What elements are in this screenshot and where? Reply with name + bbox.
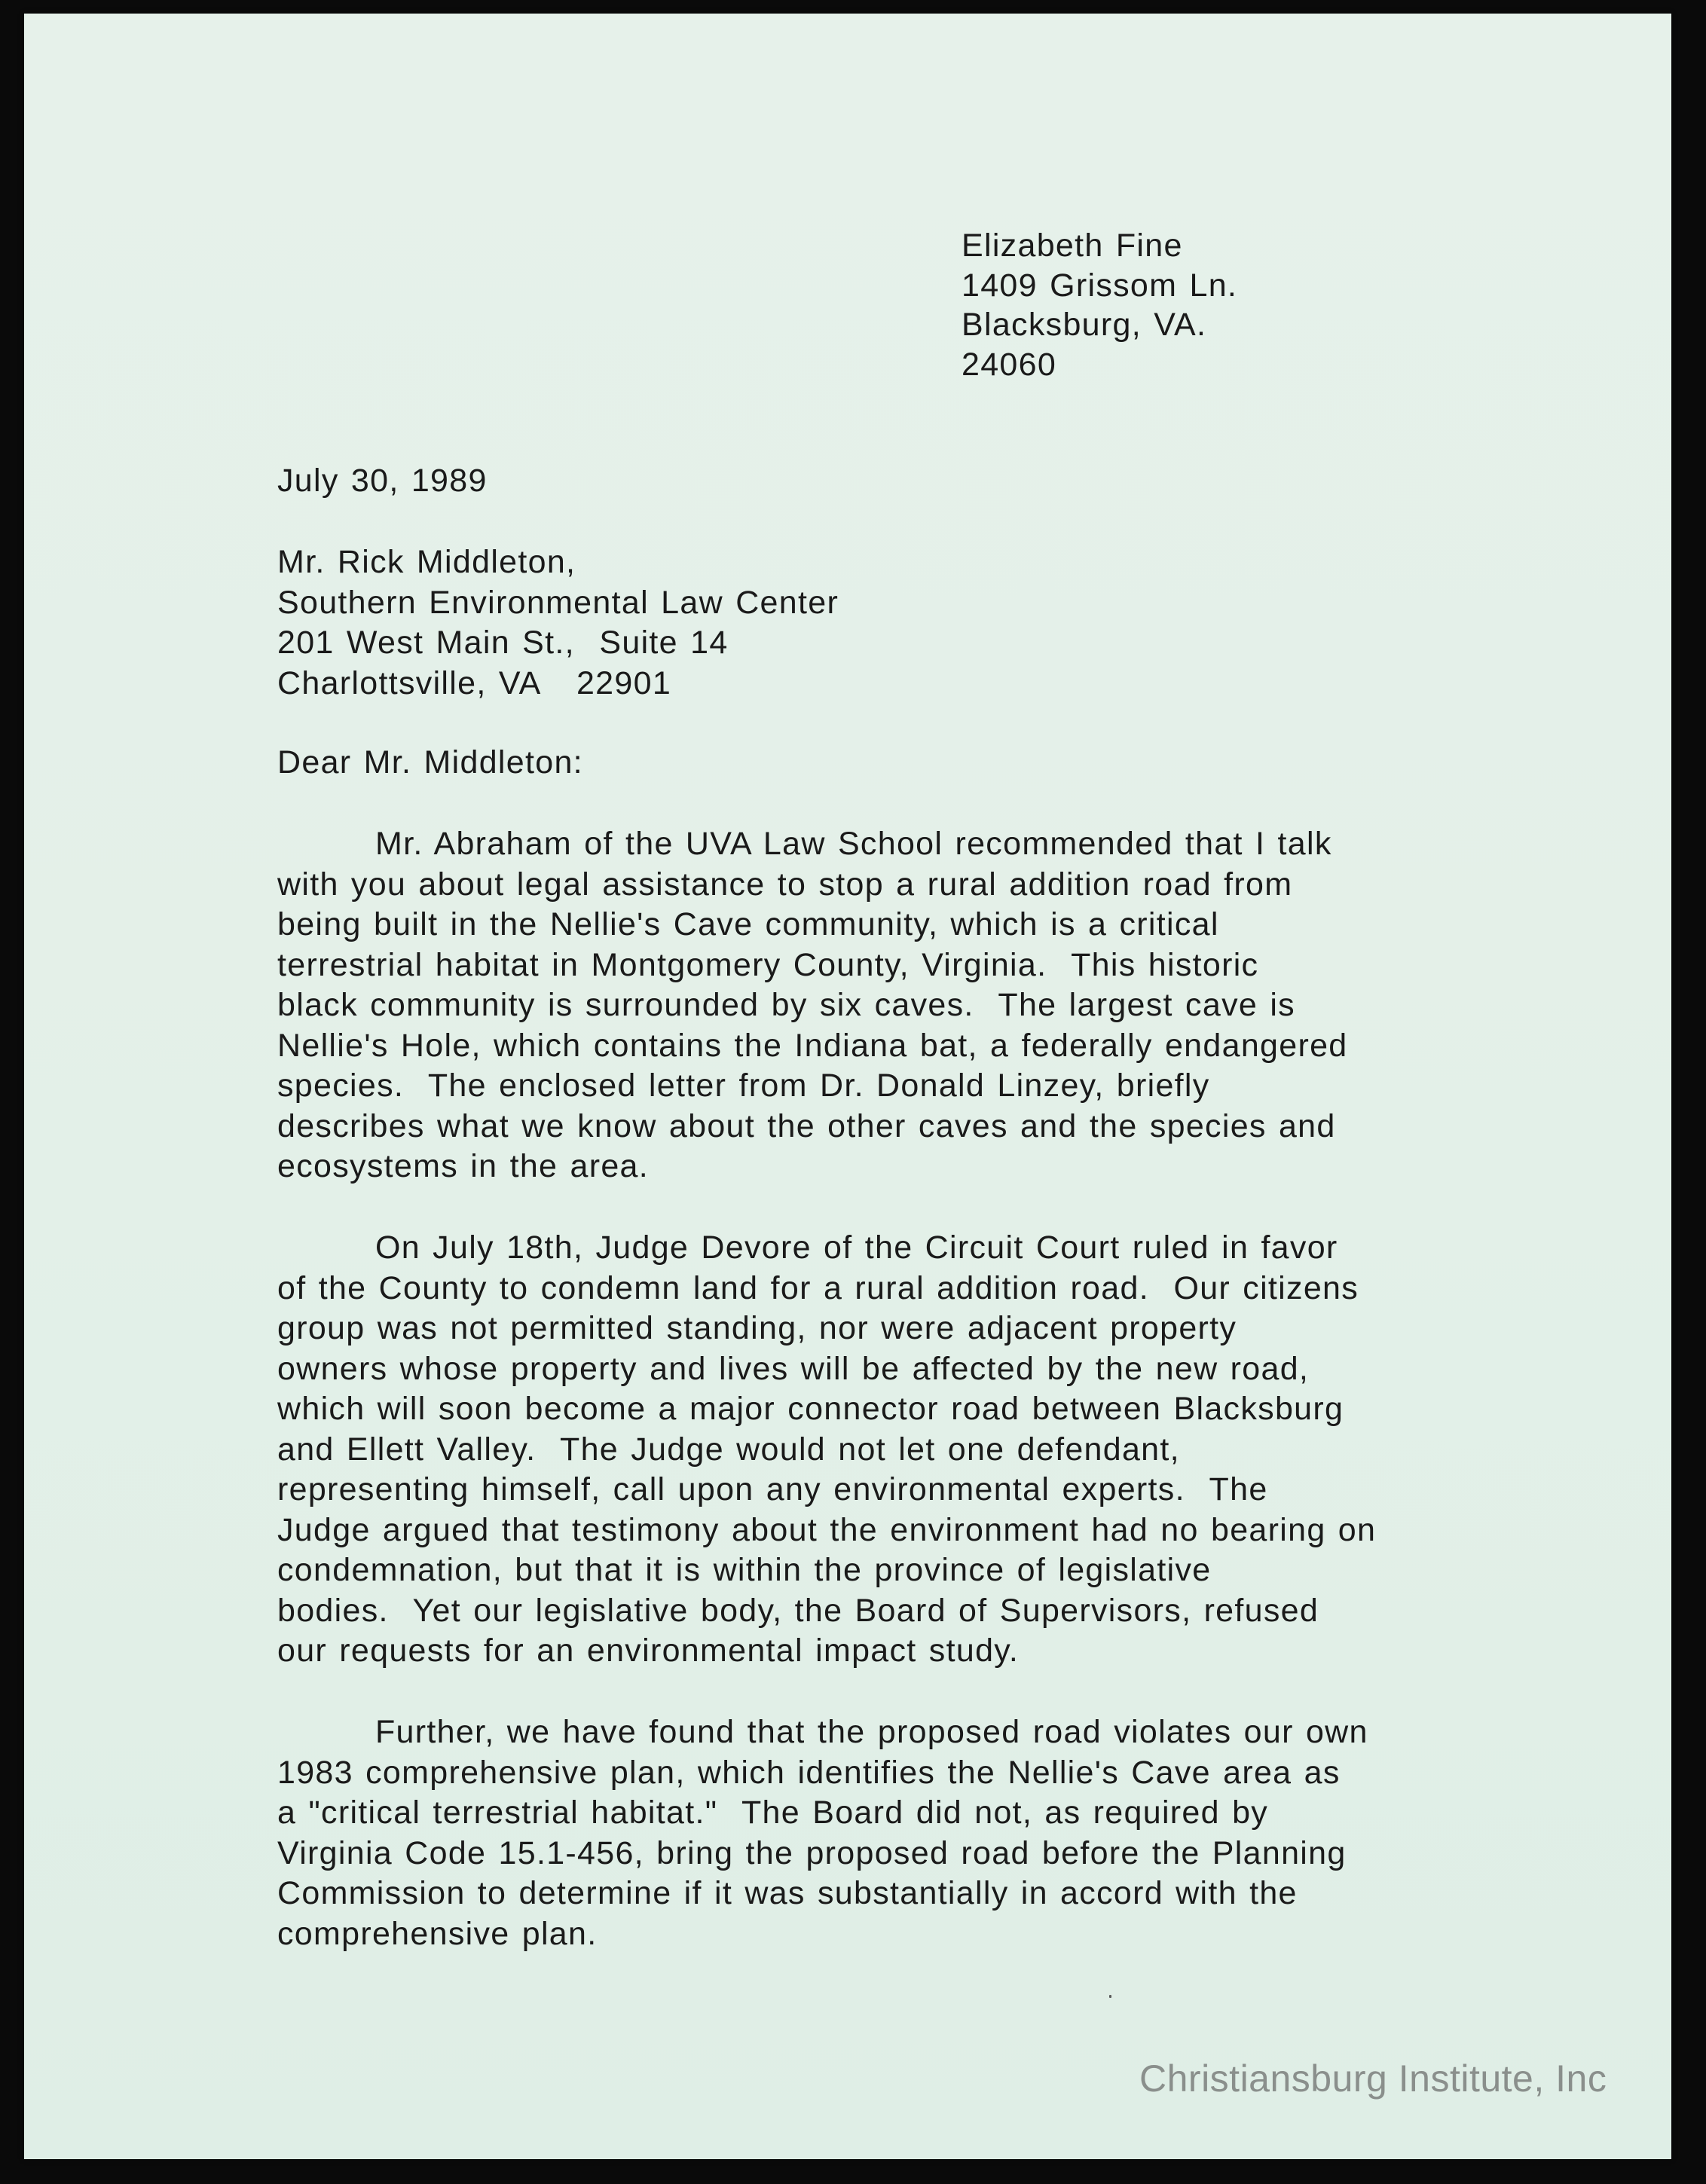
paragraph-line: with you about legal assistance to stop a rural addition road from [277, 866, 1293, 903]
paragraph-line: being built in the Nellie's Cave community, which is a critical [277, 906, 1219, 942]
date-text: July 30, 1989 [277, 463, 488, 499]
paragraph-line: comprehensive plan. [277, 1915, 598, 1952]
paragraph-line: describes what we know about the other caves and the species and [277, 1107, 1336, 1144]
recipient-name: Mr. Rick Middleton, [277, 544, 576, 580]
paragraph-line: condemnation, but that it is within the province of legislative [277, 1552, 1212, 1588]
paragraph-line: black community is surrounded by six caves. The largest cave is [277, 987, 1295, 1023]
paragraph-line: On July 18th, Judge Devore of the Circuit Court ruled in favor [277, 1229, 1338, 1266]
paragraph-line: and Ellett Valley. The Judge would not let one defendant, [277, 1431, 1180, 1468]
paragraph-line: Virginia Code 15.1-456, bring the proposed road before the Planning [277, 1834, 1347, 1871]
sender-street: 1409 Grissom Ln. [962, 267, 1238, 304]
body-paragraph-2 [277, 1228, 1376, 1672]
paragraph-line: Commission to determine if it was substantially in accord with the [277, 1875, 1298, 1911]
watermark-text: Christiansburg Institute, Inc [1139, 2057, 1607, 2100]
paragraph-line: Judge argued that testimony about the environment had no bearing on [277, 1511, 1377, 1548]
body-paragraph-3 [277, 1712, 1368, 1954]
sender-city-state: Blacksburg, VA. [962, 307, 1207, 343]
recipient-city-state-zip: Charlottsville, VA 22901 [277, 664, 672, 701]
paper-speck [1109, 1995, 1111, 1998]
letter-page [24, 14, 1671, 2159]
sender-name: Elizabeth Fine [962, 228, 1183, 264]
paragraph-line: ecosystems in the area. [277, 1148, 650, 1184]
paragraph-line: Nellie's Hole, which contains the Indiana bat, a federally endangered [277, 1027, 1348, 1064]
paragraph-line: Mr. Abraham of the UVA Law School recommended that I talk [277, 826, 1332, 862]
paragraph-line: owners whose property and lives will be affected by the new road, [277, 1350, 1310, 1387]
paragraph-line: 1983 comprehensive plan, which identifies the Nellie's Cave area as [277, 1754, 1341, 1791]
salutation [277, 743, 583, 783]
paragraph-line: a "critical terrestrial habitat." The Board did not, as required by [277, 1795, 1269, 1831]
recipient-address [277, 542, 839, 704]
paragraph-line: species. The enclosed letter from Dr. Donald Linzey, briefly [277, 1068, 1210, 1104]
sender-address [962, 226, 1237, 384]
paragraph-line: terrestrial habitat in Montgomery County, Virginia. This historic [277, 946, 1259, 983]
paragraph-line: group was not permitted standing, nor were adjacent property [277, 1310, 1237, 1346]
paragraph-line: bodies. Yet our legislative body, the Board of Supervisors, refused [277, 1592, 1319, 1629]
paragraph-line: representing himself, call upon any environmental experts. The [277, 1471, 1268, 1507]
salutation-text: Dear Mr. Middleton: [277, 744, 583, 780]
paragraph-line: of the County to condemn land for a rural addition road. Our citizens [277, 1269, 1359, 1306]
paragraph-line: our requests for an environmental impact study. [277, 1633, 1020, 1669]
paragraph-line: Further, we have found that the proposed road violates our own [277, 1714, 1368, 1750]
letter-date [277, 461, 488, 502]
recipient-organization: Southern Environmental Law Center [277, 584, 839, 621]
sender-zip: 24060 [962, 346, 1057, 383]
body-paragraph-1 [277, 824, 1348, 1187]
recipient-street: 201 West Main St., Suite 14 [277, 625, 729, 661]
paragraph-line: which will soon become a major connector road between Blacksburg [277, 1391, 1344, 1427]
